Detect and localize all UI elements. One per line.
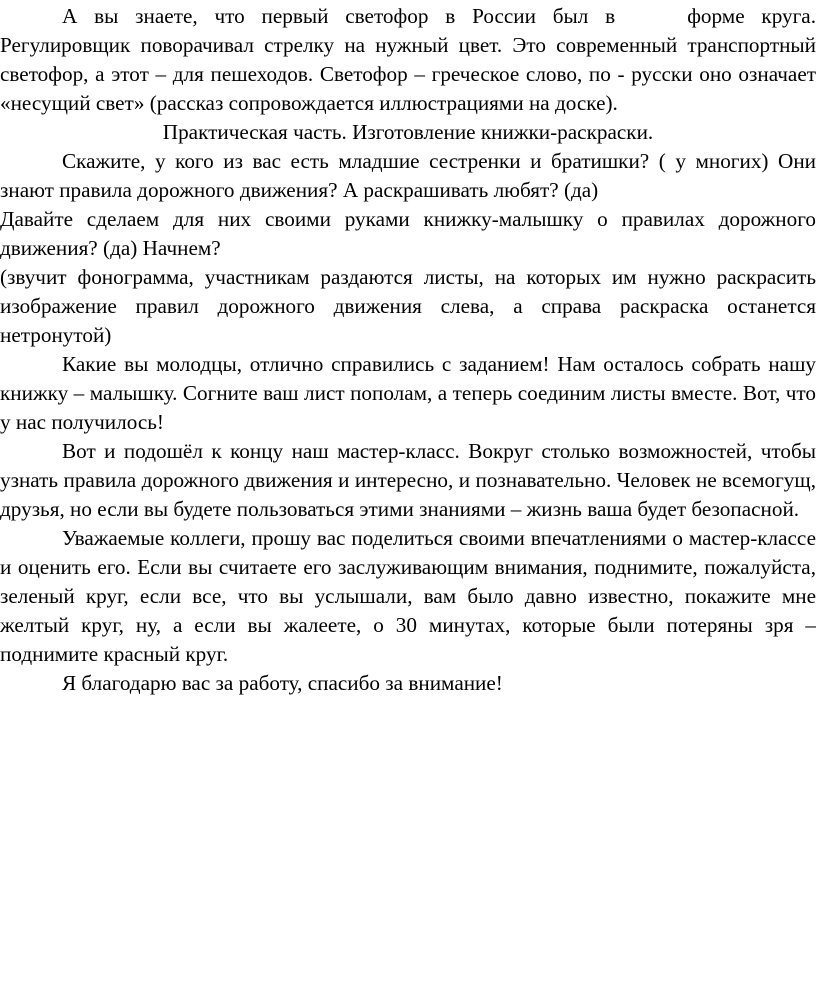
paragraph-proposal: Давайте сделаем для них своими руками книжку-малышку о правилах дорожного движения? (да) Начнем? [0, 207, 816, 260]
paragraph-intro [0, 2, 816, 118]
section-heading: Практическая часть. Изготовление книжки-раскраски. [162, 120, 654, 144]
paragraph-conclusion: Вот и подошёл к концу наш мастер-класс. Вокруг столько возможностей, чтобы узнать правила дорожного движения и интересно, и познавательно. Человек не всемогущ, друзья, но если вы будете пользоваться этими знаниями – жизнь ваша будет безопасной. [0, 439, 816, 521]
intro-text-part-1: А вы знаете, что первый светофор в России был в [62, 4, 616, 28]
paragraph-stage-note: (звучит фонограмма, участникам раздаются листы, на которых им нужно раскрасить изображение правил дорожного движения слева, а справа раскраска останется нетронутой) [0, 265, 816, 347]
paragraph-thanks: Я благодарю вас за работу, спасибо за внимание! [62, 671, 503, 695]
paragraph-question: Скажите, у кого из вас есть младшие сестренки и братишки? ( у многих) Они знают правила дорожного движения? А раскрашивать любят? (да) [0, 149, 816, 202]
document-body [0, 2, 816, 698]
paragraph-praise: Какие вы молодцы, отлично справились с заданием! Нам осталось собрать нашу книжку – малышку. Согните ваш лист пополам, а теперь соединим листы вместе. Вот, что у нас получилось! [0, 352, 816, 434]
paragraph-feedback: Уважаемые коллеги, прошу вас поделиться своими впечатлениями о мастер-классе и оценить его. Если вы считаете его заслуживающим внимания, поднимите, пожалуйста, зеленый круг, если все, что вы услышали, вам было давно известно, покажите мне желтый круг, ну, а если вы жалеете, о 30 минутах, которые были потеряны зря – поднимите красный круг. [0, 526, 816, 666]
intro-text-part-2: форме круга. Регулировщик поворачивал стрелку на нужный цвет. Это современный транспортный светофор, а этот – для пешеходов. Светофор – греческое слово, по - русски оно означает «несущий свет» (рассказ сопровождается иллюстрациями на доске). [0, 4, 816, 115]
